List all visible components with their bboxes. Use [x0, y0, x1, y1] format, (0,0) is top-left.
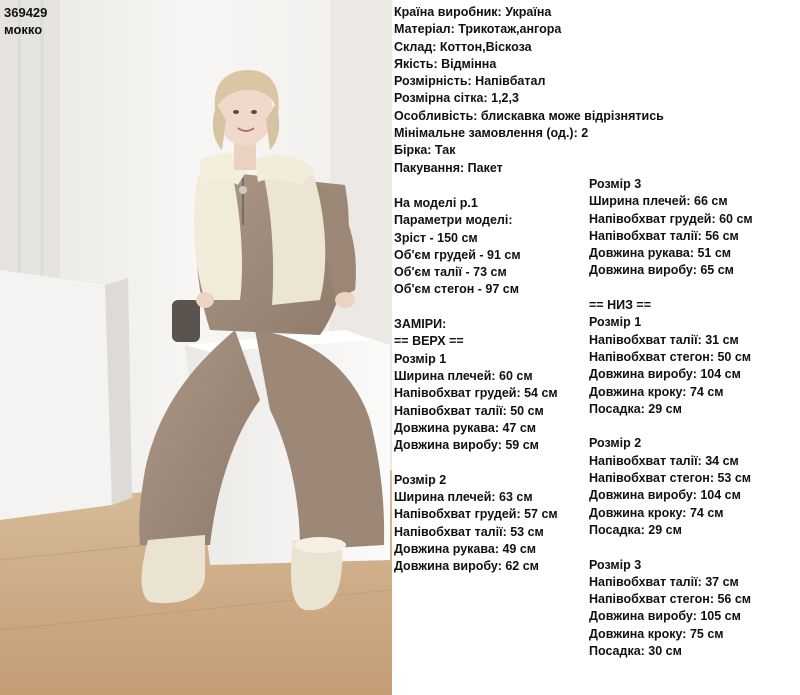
bottom-size-2-hips: Напівобхват стегон: 53 см — [589, 471, 752, 486]
top-size-2-chest: Напівобхват грудей: 57 см — [394, 507, 558, 522]
bottom-size-1-waist: Напівобхват талії: 31 см — [589, 332, 739, 347]
product-color: мокко — [4, 22, 43, 37]
top-size-2-shoulders: Ширина плечей: 63 см — [394, 490, 533, 505]
bottom-size-1-title: Розмір 1 — [589, 315, 642, 330]
top-size-1-waist: Напівобхват талії: 50 см — [394, 403, 544, 418]
detail-min-order: Мінімальне замовлення (од.): 2 — [394, 126, 589, 141]
detail-material: Матеріал: Трикотаж,ангора — [394, 22, 562, 37]
bottom-size-1-rise: Посадка: 29 см — [589, 401, 682, 416]
top-size-1-shoulders: Ширина плечей: 60 см — [394, 368, 533, 383]
bottom-size-2-rise: Посадка: 29 см — [589, 522, 682, 537]
model-chest: Об'єм грудей - 91 см — [394, 247, 521, 262]
spacer — [589, 418, 753, 435]
detail-size-grid: Розмірна сітка: 1,2,3 — [394, 91, 519, 106]
top-size-3-waist: Напівобхват талії: 56 см — [589, 228, 739, 243]
model-hips: Об'єм стегон - 97 см — [394, 282, 519, 297]
detail-size-type: Розмірність: Напівбатал — [394, 74, 546, 89]
top-size-1-title: Розмір 1 — [394, 351, 447, 366]
top-size-3-chest: Напівобхват грудей: 60 см — [589, 211, 753, 226]
bottom-section-title: == НИЗ == — [589, 298, 651, 313]
top-size-1-length: Довжина виробу: 59 см — [394, 438, 539, 453]
model-illustration — [0, 0, 392, 695]
detail-packaging: Пакування: Пакет — [394, 160, 503, 175]
top-section-title: == ВЕРХ == — [394, 334, 464, 349]
top-size-2-length: Довжина виробу: 62 см — [394, 559, 539, 574]
bottom-size-3-hips: Напівобхват стегон: 56 см — [589, 592, 752, 607]
top-size-3-length: Довжина виробу: 65 см — [589, 263, 734, 278]
bottom-size-3-inseam: Довжина кроку: 75 см — [589, 626, 724, 641]
bottom-size-2-title: Розмір 2 — [589, 436, 642, 451]
model-waist: Об'єм талії - 73 см — [394, 265, 507, 280]
model-size: На моделі р.1 — [394, 196, 478, 210]
detail-country: Країна виробник: Україна — [394, 5, 552, 19]
measurements-title: ЗАМІРИ: — [394, 317, 447, 332]
model-height: Зріст - 150 см — [394, 230, 478, 245]
spacer — [589, 539, 753, 556]
spacer — [394, 299, 558, 316]
bottom-size-1-hips: Напівобхват стегон: 50 см — [589, 349, 752, 364]
top-size-2-sleeve: Довжина рукава: 49 см — [394, 541, 537, 556]
product-details — [394, 4, 664, 177]
detail-quality: Якість: Відмінна — [394, 56, 497, 71]
bottom-size-1-inseam: Довжина кроку: 74 см — [589, 384, 724, 399]
top-size-3-shoulders: Ширина плечей: 66 см — [589, 194, 728, 209]
model-params-title: Параметри моделі: — [394, 213, 513, 228]
product-code: 369429 — [4, 5, 48, 20]
top-size-1-sleeve: Довжина рукава: 47 см — [394, 420, 537, 435]
top-size-1-chest: Напівобхват грудей: 54 см — [394, 386, 558, 401]
detail-feature: Особливість: блискавка може відрізнятись — [394, 108, 664, 123]
top-size-3-sleeve: Довжина рукава: 51 см — [589, 246, 732, 261]
spacer — [589, 280, 753, 297]
spacer — [394, 454, 558, 471]
bottom-size-2-length: Довжина виробу: 104 см — [589, 488, 741, 503]
bottom-size-2-inseam: Довжина кроку: 74 см — [589, 505, 724, 520]
top-size-2-waist: Напівобхват талії: 53 см — [394, 524, 544, 539]
bottom-size-3-rise: Посадка: 30 см — [589, 644, 682, 659]
bottom-size-2-waist: Напівобхват талії: 34 см — [589, 453, 739, 468]
top-size-2-title: Розмір 2 — [394, 472, 447, 487]
detail-tag: Бірка: Так — [394, 143, 456, 158]
bottom-size-3-title: Розмір 3 — [589, 557, 642, 572]
bottom-size-1-length: Довжина виробу: 104 см — [589, 367, 741, 382]
detail-composition: Склад: Коттон,Віскоза — [394, 39, 532, 54]
bottom-size-3-waist: Напівобхват талії: 37 см — [589, 574, 739, 589]
model-and-top-measurements — [394, 195, 558, 576]
top-size-3-and-bottom-measurements — [589, 176, 753, 660]
bottom-size-3-length: Довжина виробу: 105 см — [589, 609, 741, 624]
top-size-3-title: Розмір 3 — [589, 177, 642, 191]
product-photo — [0, 0, 392, 695]
